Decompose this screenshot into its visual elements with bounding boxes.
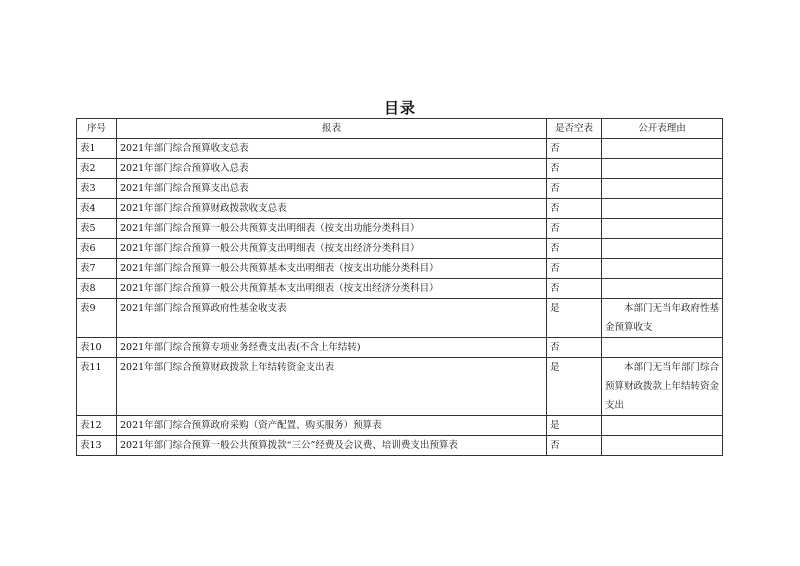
row-report-name: 2021年部门综合预算一般公共预算拨款“三公”经费及会议费、培训费支出预算表 (117, 436, 547, 456)
row-reason (602, 259, 723, 279)
row-is-empty: 否 (547, 436, 602, 456)
table-row (77, 259, 723, 279)
row-report-name: 2021年部门综合预算一般公共预算支出明细表（按支出经济分类科目） (117, 239, 547, 259)
row-index: 表3 (77, 179, 117, 199)
row-is-empty: 否 (547, 279, 602, 299)
row-is-empty: 是 (547, 299, 602, 338)
row-is-empty: 否 (547, 159, 602, 179)
row-index: 表12 (77, 416, 117, 436)
table-row (77, 139, 723, 159)
row-report-name: 2021年部门综合预算支出总表 (117, 179, 547, 199)
row-index: 表2 (77, 159, 117, 179)
table-row (77, 219, 723, 239)
row-report-name: 2021年部门综合预算一般公共预算基本支出明细表（按支出功能分类科目） (117, 259, 547, 279)
row-report-name: 2021年部门综合预算一般公共预算支出明细表（按支出功能分类科目） (117, 219, 547, 239)
row-index: 表9 (77, 299, 117, 338)
row-report-name: 2021年部门综合预算专项业务经费支出表(不含上年结转) (117, 338, 547, 358)
header-index: 序号 (77, 119, 117, 139)
row-report-name: 2021年部门综合预算一般公共预算基本支出明细表（按支出经济分类科目） (117, 279, 547, 299)
row-report-name: 2021年部门综合预算收支总表 (117, 139, 547, 159)
row-report-name: 2021年部门综合预算政府采购（资产配置、购买服务）预算表 (117, 416, 547, 436)
header-reason: 公开表理由 (602, 119, 723, 139)
table-row (77, 358, 723, 416)
row-is-empty: 否 (547, 179, 602, 199)
table-row (77, 299, 723, 338)
row-index: 表11 (77, 358, 117, 416)
row-reason (602, 338, 723, 358)
row-reason (602, 199, 723, 219)
row-index: 表10 (77, 338, 117, 358)
row-index: 表8 (77, 279, 117, 299)
row-is-empty: 否 (547, 338, 602, 358)
table-row (77, 179, 723, 199)
row-index: 表13 (77, 436, 117, 456)
row-index: 表4 (77, 199, 117, 219)
row-reason (602, 279, 723, 299)
table-row (77, 159, 723, 179)
row-reason: 本部门无当年政府性基金预算收支 (602, 299, 723, 338)
row-is-empty: 否 (547, 219, 602, 239)
row-is-empty: 否 (547, 259, 602, 279)
row-report-name: 2021年部门综合预算收入总表 (117, 159, 547, 179)
row-report-name: 2021年部门综合预算财政拨款上年结转资金支出表 (117, 358, 547, 416)
row-is-empty: 是 (547, 416, 602, 436)
row-reason: 本部门无当年部门综合预算财政拨款上年结转资金支出 (602, 358, 723, 416)
row-is-empty: 是 (547, 358, 602, 416)
row-index: 表7 (77, 259, 117, 279)
row-is-empty: 否 (547, 239, 602, 259)
table-header-row (77, 119, 723, 139)
row-reason (602, 219, 723, 239)
table-row (77, 279, 723, 299)
table-row (77, 199, 723, 219)
row-reason (602, 239, 723, 259)
table-row (77, 436, 723, 456)
header-report-name: 报表 (117, 119, 547, 139)
row-reason (602, 159, 723, 179)
table-row (77, 416, 723, 436)
page-title: 目录 (383, 99, 416, 117)
table-row (77, 239, 723, 259)
row-reason (602, 179, 723, 199)
row-report-name: 2021年部门综合预算财政拨款收支总表 (117, 199, 547, 219)
table-row (77, 338, 723, 358)
row-reason (602, 416, 723, 436)
row-is-empty: 否 (547, 199, 602, 219)
catalog-table (76, 118, 723, 456)
header-is-empty: 是否空表 (547, 119, 602, 139)
row-reason (602, 436, 723, 456)
row-index: 表6 (77, 239, 117, 259)
row-index: 表5 (77, 219, 117, 239)
row-reason (602, 139, 723, 159)
row-report-name: 2021年部门综合预算政府性基金收支表 (117, 299, 547, 338)
row-is-empty: 否 (547, 139, 602, 159)
row-index: 表1 (77, 139, 117, 159)
